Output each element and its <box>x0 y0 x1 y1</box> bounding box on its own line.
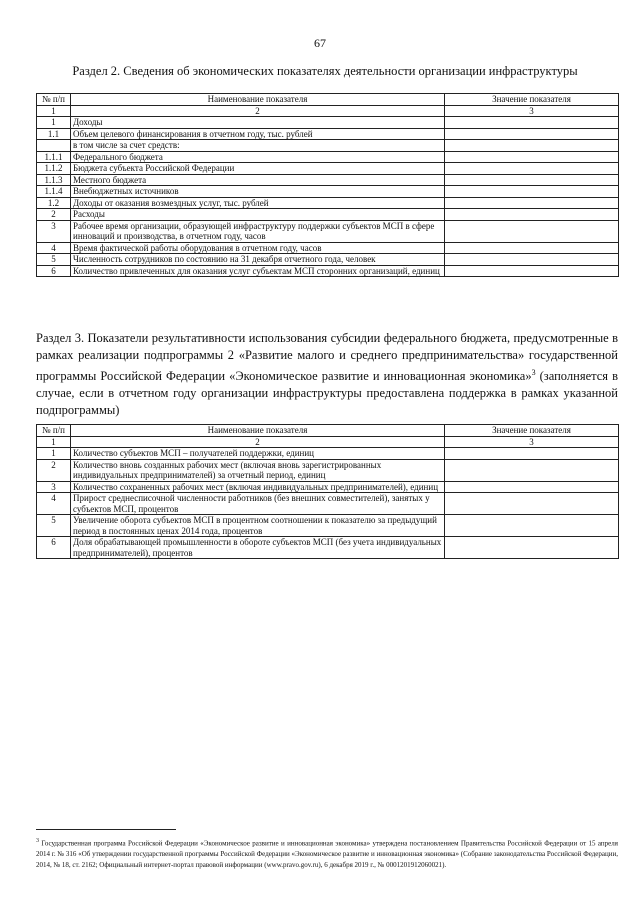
table-row <box>37 209 619 221</box>
column-number-row <box>37 105 619 117</box>
column-number-row <box>37 436 619 448</box>
table-row <box>37 220 619 242</box>
column-number-cell: 2 <box>71 436 445 448</box>
row-number-cell: 6 <box>37 537 71 559</box>
header-cell: № п/п <box>37 425 71 437</box>
column-number-cell: 1 <box>37 436 71 448</box>
indicator-name-cell: Количество субъектов МСП – получателей поддержки, единиц <box>71 448 445 460</box>
indicator-value-cell <box>445 220 619 242</box>
table-row <box>37 197 619 209</box>
indicator-value-cell <box>445 265 619 277</box>
row-number-cell: 3 <box>37 220 71 242</box>
indicator-value-cell <box>445 448 619 460</box>
indicator-name-cell: в том числе за счет средств: <box>71 140 445 152</box>
indicator-value-cell <box>445 186 619 198</box>
footnote-text: Государственная программа Российской Федерации «Экономическое развитие и инновационная экономика» утверждена постановлением Правительства Российской Федерации от 15 апреля 2014 г. № 316 «Об утверждении государственной программы Российской Федерации «Экономическое развитие и инновационная экономика» (Собрание законодательства Российской Федерации, 2014, № 18, ст. 2162; Официальный интернет-портал правовой информации (www.pravo.gov.ru), 6 декабря 2019 г., № 0001201912060021). <box>36 839 618 870</box>
row-number-cell: 4 <box>37 242 71 254</box>
indicator-name-cell: Доходы <box>71 117 445 129</box>
table-row <box>37 265 619 277</box>
table-row <box>37 448 619 460</box>
table-row <box>37 186 619 198</box>
indicator-value-cell <box>445 459 619 481</box>
section-3-title-text: Раздел 3. Показатели результативности использования субсидии федерального бюджета, предусмотренные в рамках реализации подпрограммы 2 «Развитие малого и среднего предпринимательства» государственной программы Российской Федерации «Экономическое развитие и инновационная экономика» <box>36 331 618 384</box>
column-number-cell: 3 <box>445 436 619 448</box>
row-number-cell: 4 <box>37 493 71 515</box>
indicator-value-cell <box>445 537 619 559</box>
row-number-cell: 1.2 <box>37 197 71 209</box>
indicator-name-cell: Количество привлеченных для оказания услуг субъектам МСП сторонних организаций, единиц <box>71 265 445 277</box>
column-number-cell: 2 <box>71 105 445 117</box>
indicator-name-cell: Бюджета субъекта Российской Федерации <box>71 163 445 175</box>
indicator-value-cell <box>445 493 619 515</box>
section-3-table <box>36 424 619 559</box>
row-number-cell: 1.1.3 <box>37 174 71 186</box>
column-number-cell: 3 <box>445 105 619 117</box>
header-cell: Наименование показателя <box>71 94 445 106</box>
column-number-cell: 1 <box>37 105 71 117</box>
indicator-value-cell <box>445 254 619 266</box>
indicator-name-cell: Расходы <box>71 209 445 221</box>
table-row <box>37 537 619 559</box>
indicator-name-cell: Местного бюджета <box>71 174 445 186</box>
footnote-ref: 3 <box>531 368 536 377</box>
section-3-title-note: (заполняется в случае, если в отчетном году организации инфраструктуры предоставлена поддержка в рамках указанной подпрограммы) <box>36 369 618 418</box>
row-number-cell: 1.1 <box>37 128 71 140</box>
footnote-marker: 3 <box>36 838 39 844</box>
row-number-cell: 5 <box>37 254 71 266</box>
section-2-table <box>36 93 619 277</box>
row-number-cell: 6 <box>37 265 71 277</box>
table-row <box>37 242 619 254</box>
indicator-name-cell: Прирост среднесписочной численности работников (без внешних совместителей), занятых у субъектов МСП, процентов <box>71 493 445 515</box>
row-number-cell: 2 <box>37 459 71 481</box>
footnote <box>36 836 618 871</box>
table-row <box>37 140 619 152</box>
section-3-title <box>36 330 618 419</box>
row-number-cell: 1.1.2 <box>37 163 71 175</box>
section-2-title: Раздел 2. Сведения об экономических показателях деятельности организации инфраструктуры <box>72 64 578 78</box>
indicator-value-cell <box>445 163 619 175</box>
row-number-cell: 1.1.4 <box>37 186 71 198</box>
row-number-cell: 1.1.1 <box>37 151 71 163</box>
table-row <box>37 163 619 175</box>
table-row <box>37 117 619 129</box>
row-number-cell: 3 <box>37 481 71 493</box>
indicator-name-cell: Объем целевого финансирования в отчетном году, тыс. рублей <box>71 128 445 140</box>
table-row <box>37 254 619 266</box>
row-number-cell: 1 <box>37 117 71 129</box>
indicator-name-cell: Рабочее время организации, образующей инфраструктуру поддержки субъектов МСП в сфере инноваций и производства, в отчетном году, часов <box>71 220 445 242</box>
page-number: 67 <box>314 36 326 50</box>
indicator-name-cell: Время фактической работы оборудования в отчетном году, часов <box>71 242 445 254</box>
indicator-value-cell <box>445 117 619 129</box>
indicator-name-cell: Доля обрабатывающей промышленности в обороте субъектов МСП (без учета индивидуальных предпринимателей), процентов <box>71 537 445 559</box>
indicator-value-cell <box>445 151 619 163</box>
table-row <box>37 515 619 537</box>
header-cell: Значение показателя <box>445 94 619 106</box>
indicator-value-cell <box>445 209 619 221</box>
indicator-name-cell: Количество сохраненных рабочих мест (включая индивидуальных предпринимателей), единиц <box>71 481 445 493</box>
indicator-name-cell: Внебюджетных источников <box>71 186 445 198</box>
header-cell: Значение показателя <box>445 425 619 437</box>
row-number-cell: 1 <box>37 448 71 460</box>
indicator-name-cell: Численность сотрудников по состоянию на 31 декабря отчетного года, человек <box>71 254 445 266</box>
indicator-value-cell <box>445 515 619 537</box>
table-row <box>37 174 619 186</box>
header-row <box>37 94 619 106</box>
indicator-value-cell <box>445 174 619 186</box>
footnote-divider <box>36 829 176 830</box>
table-row <box>37 128 619 140</box>
table-row <box>37 493 619 515</box>
table-row <box>37 459 619 481</box>
row-number-cell <box>37 140 71 152</box>
table-row <box>37 481 619 493</box>
indicator-value-cell <box>445 128 619 140</box>
row-number-cell: 5 <box>37 515 71 537</box>
indicator-name-cell: Федерального бюджета <box>71 151 445 163</box>
row-number-cell: 2 <box>37 209 71 221</box>
indicator-value-cell <box>445 140 619 152</box>
indicator-value-cell <box>445 197 619 209</box>
header-cell: Наименование показателя <box>71 425 445 437</box>
indicator-name-cell: Количество вновь созданных рабочих мест (включая вновь зарегистрированных индивидуальных предпринимателей) за отчетный период, единиц <box>71 459 445 481</box>
header-row <box>37 425 619 437</box>
indicator-name-cell: Доходы от оказания возмездных услуг, тыс. рублей <box>71 197 445 209</box>
indicator-value-cell <box>445 481 619 493</box>
header-cell: № п/п <box>37 94 71 106</box>
table-row <box>37 151 619 163</box>
indicator-value-cell <box>445 242 619 254</box>
indicator-name-cell: Увеличение оборота субъектов МСП в процентном соотношении к показателю за предыдущий период в постоянных ценах 2014 года, процентов <box>71 515 445 537</box>
